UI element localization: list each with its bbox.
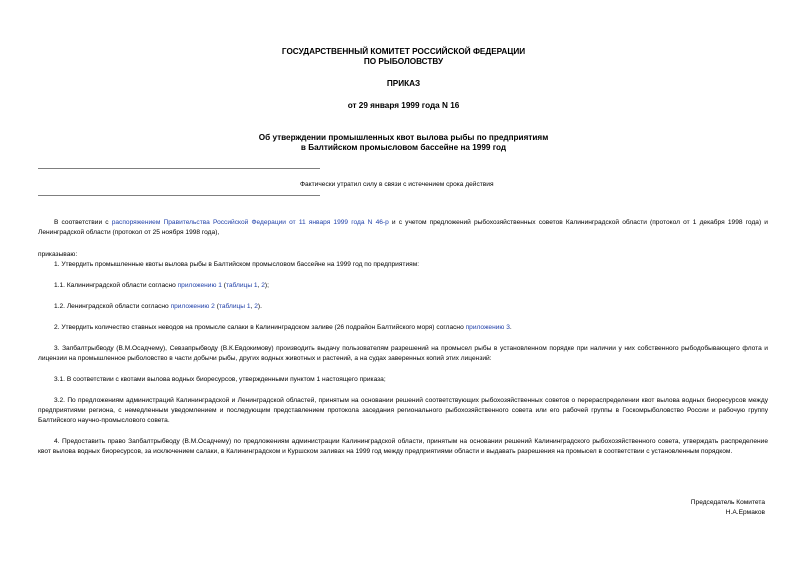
preamble-text-start: В соответствии с [54, 219, 112, 226]
appendix-1-table-1-link[interactable]: таблицы 1 [225, 282, 258, 289]
item-3-2: 3.2. По предложениям администраций Калининградской и Ленинградской областей, принятым на основании решений соответствующих рыбохозяйственных советов о перераспределении квот вылова водных биоресурсов между предприятиями региона, с немедленным уведомлением и последующим представлением протокола заседания регионального рыбохозяйственного совета или его рабочей группы в Госкомрыболовство России и рабочую группу Балтийского научно-промыслового совета. [38, 397, 768, 424]
item-2-text: 2. Утвердить количество ставных неводов на промысле салаки в Калининградском заливе (26 подрайон Балтийского моря) согласно [54, 324, 466, 331]
preamble-text-end: и с учетом предложений рыбохозяйственных советов Калининградской области (протокол от 1 декабря 1998 года) и Ленинградской области (протокол от 25 ноября 1998 года), [38, 219, 768, 236]
status-divider-top [38, 168, 320, 169]
item-1-1 [54, 281, 269, 291]
appendix-1-table-2-link[interactable]: 2 [261, 282, 265, 289]
item-2-end: . [509, 324, 512, 331]
org-name-line1: ГОСУДАРСТВЕННЫЙ КОМИТЕТ РОССИЙСКОЙ ФЕДЕРАЦИИ [281, 47, 526, 56]
appendix-2-table-1-link[interactable]: таблицы 1 [218, 303, 251, 310]
item-1: 1. Утвердить промышленные квоты вылова рыбы в Балтийском промысловом бассейне на 1999 год по предприятиям: [54, 261, 420, 268]
item-1-2-paren: ( [214, 303, 219, 310]
doc-title-line2: в Балтийском промысловом бассейне на 1999 год [300, 143, 507, 152]
item-1-2-text: 1.2. Ленинградской области согласно [54, 303, 171, 310]
doc-title-line1: Об утверждении промышленных квот вылова рыбы по предприятиям [258, 133, 549, 142]
item-2 [54, 323, 512, 333]
status-note: Фактически утратил силу в связи с истечением срока действия [300, 181, 494, 188]
appendix-2-link[interactable]: приложению 2 [170, 303, 215, 310]
signature-position: Председатель Комитета [690, 499, 765, 506]
appendix-3-link[interactable]: приложению 3 [465, 324, 510, 331]
item-3: 3. Запбалтрыбводу (В.М.Осадчему), Севзапрыбводу (В.К.Евдокимову) производить выдачу пользователям разрешений на промысел рыбы в установленном порядке при наличии у них собственного рыбодобывающего флота и лицензии на промышленное рыболовство в части добычи рыбы, других водных животных и растений, а на судах заверенных копий этих лицензий: [38, 345, 768, 362]
item-1-1-paren: ( [221, 282, 226, 289]
doc-date: от 29 января 1999 года N 16 [347, 101, 460, 110]
government-order-link[interactable]: распоряжением Правительства Российской Федерации от 11 января 1999 года N 46-р [111, 219, 389, 226]
doc-type: ПРИКАЗ [386, 79, 421, 88]
item-1-2-comma: , [250, 303, 255, 310]
preamble-paragraph [38, 218, 768, 238]
item-1-1-text: 1.1. Калининградской области согласно [54, 282, 178, 289]
appendix-2-table-2-link[interactable]: 2 [254, 303, 258, 310]
item-1-2-end: ). [257, 303, 262, 310]
signature-name: Н.А.Ермаков [725, 509, 765, 516]
item-3-1: 3.1. В соответствии с квотами вылова водных биоресурсов, утвержденными пунктом 1 настоящего приказа; [54, 376, 386, 383]
appendix-1-link[interactable]: приложению 1 [177, 282, 222, 289]
status-divider-bottom [38, 195, 320, 196]
org-name-line2: ПО РЫБОЛОВСТВУ [363, 57, 444, 66]
item-1-1-end: ); [264, 282, 269, 289]
item-4: 4. Предоставить право Запбалтрыбводу (В.М.Осадчему) по предложениям администрации Калининградской области, принятым на основании решений Калининградского рыбохозяйственного совета, утверждать распределение квот вылова водных биоресурсов, за исключением салаки, в Калининградском и Куршском заливах на 1999 год между предприятиями области и выдавать разрешения на промысел в соответствии с установленным порядком. [38, 438, 768, 455]
item-1-1-comma: , [257, 282, 262, 289]
item-1-2 [54, 302, 262, 312]
prikazyvayu-text: приказываю: [38, 251, 78, 258]
